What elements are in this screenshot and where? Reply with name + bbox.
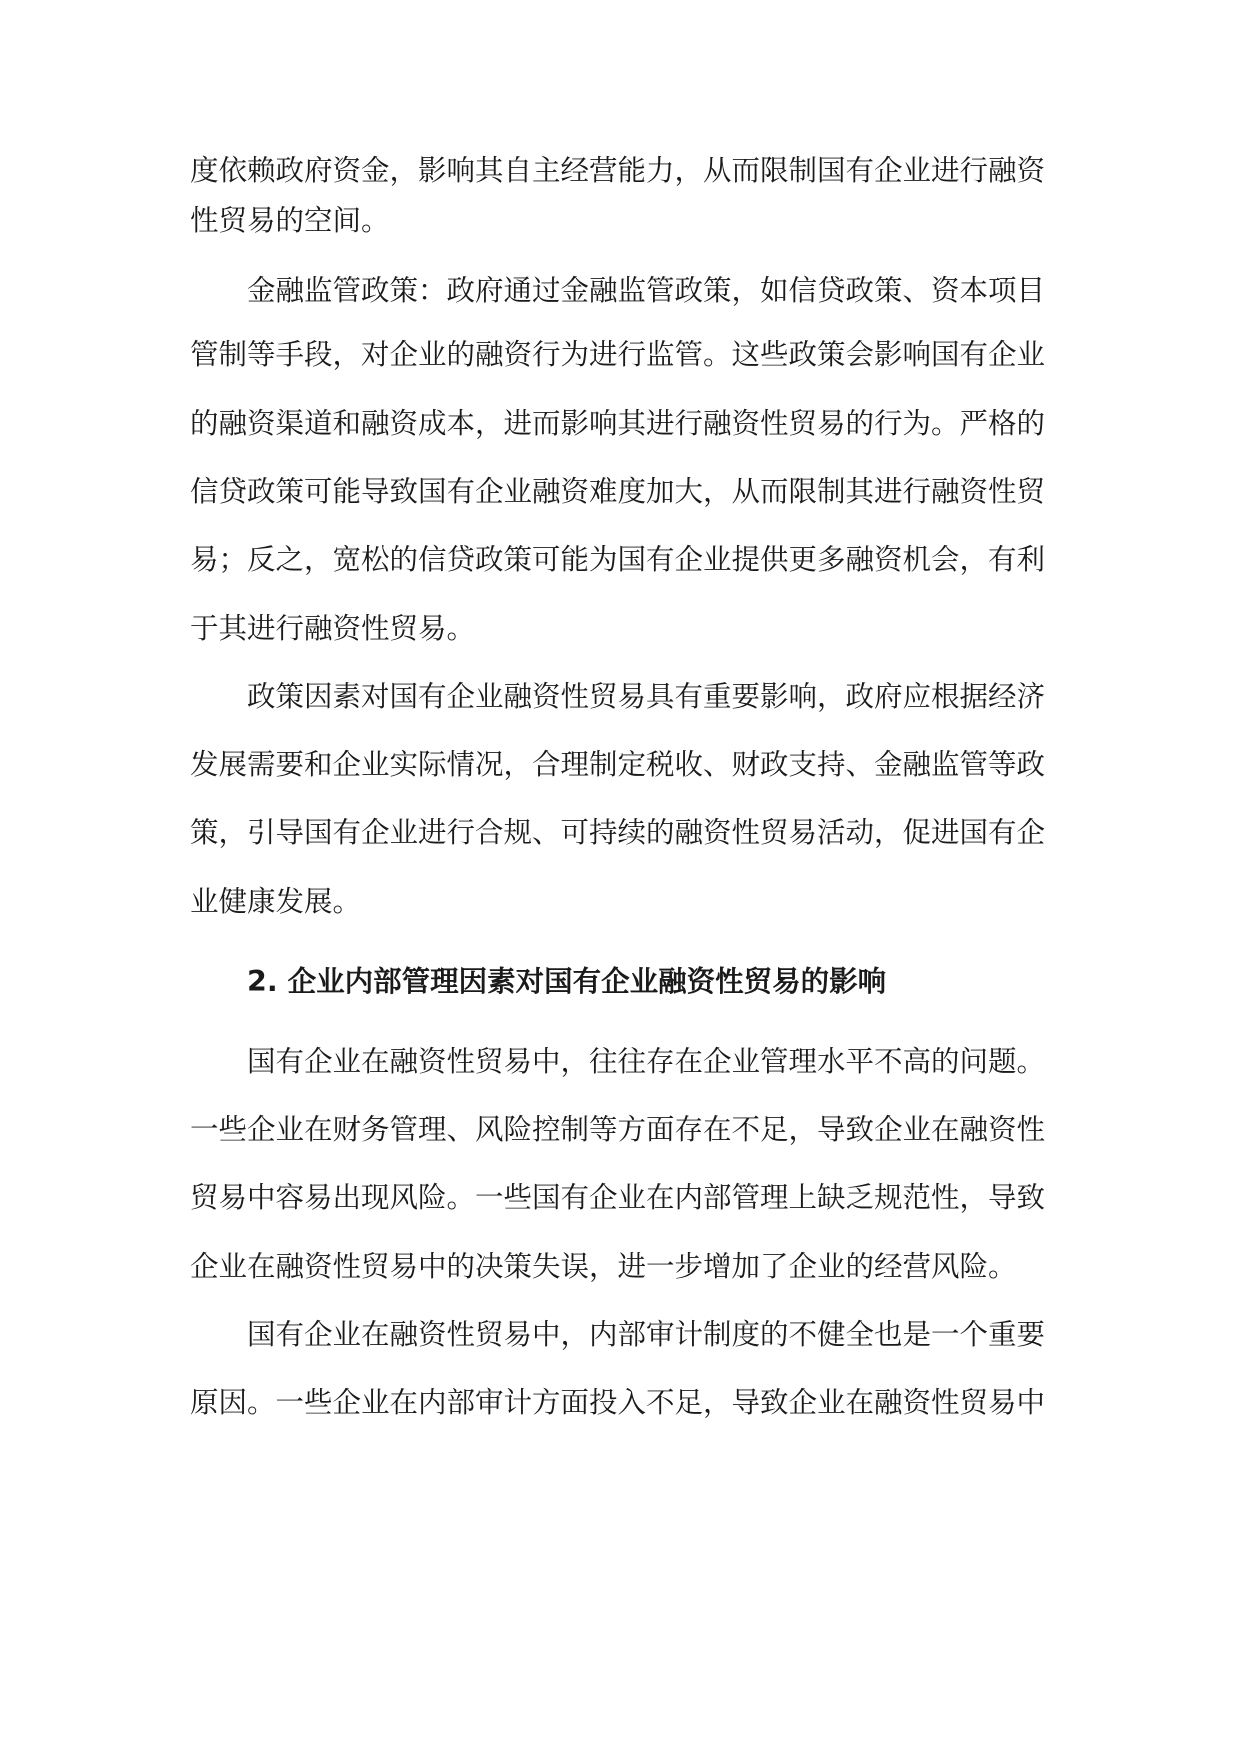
text-line: 度依赖政府资金，影响其自主经营能力，从而限制国有企业进行融资 [190, 154, 1046, 187]
text-line: 企业在融资性贸易中的决策失误，进一步增加了企业的经营风险。 [190, 1250, 1017, 1283]
text-line: 政策因素对国有企业融资性贸易具有重要影响，政府应根据经济 [247, 680, 1046, 713]
text-line: 信贷政策可能导致国有企业融资难度加大，从而限制其进行融资性贸 [190, 475, 1046, 508]
section-heading: 2. 企业内部管理因素对国有企业融资性贸易的影响 [247, 965, 887, 998]
text-line: 于其进行融资性贸易。 [190, 612, 476, 645]
text-line: 贸易中容易出现风险。一些国有企业在内部管理上缺乏规范性，导致 [190, 1181, 1046, 1214]
text-line: 国有企业在融资性贸易中，往往存在企业管理水平不高的问题。 [247, 1045, 1046, 1078]
text-line: 性贸易的空间。 [190, 204, 390, 237]
text-line: 一些企业在财务管理、风险控制等方面存在不足，导致企业在融资性 [190, 1113, 1046, 1146]
text-line: 业健康发展。 [190, 885, 362, 918]
text-line: 原因。一些企业在内部审计方面投入不足，导致企业在融资性贸易中 [190, 1386, 1046, 1419]
text-line: 策，引导国有企业进行合规、可持续的融资性贸易活动，促进国有企 [190, 816, 1046, 849]
text-line: 管制等手段，对企业的融资行为进行监管。这些政策会影响国有企业 [190, 338, 1046, 371]
text-line: 的融资渠道和融资成本，进而影响其进行融资性贸易的行为。严格的 [190, 407, 1046, 440]
text-line: 金融监管政策：政府通过金融监管政策，如信贷政策、资本项目 [247, 274, 1046, 307]
text-line: 发展需要和企业实际情况，合理制定税收、财政支持、金融监管等政 [190, 748, 1046, 781]
text-line: 国有企业在融资性贸易中，内部审计制度的不健全也是一个重要 [247, 1318, 1046, 1351]
text-line: 易；反之，宽松的信贷政策可能为国有企业提供更多融资机会，有利 [190, 543, 1046, 576]
